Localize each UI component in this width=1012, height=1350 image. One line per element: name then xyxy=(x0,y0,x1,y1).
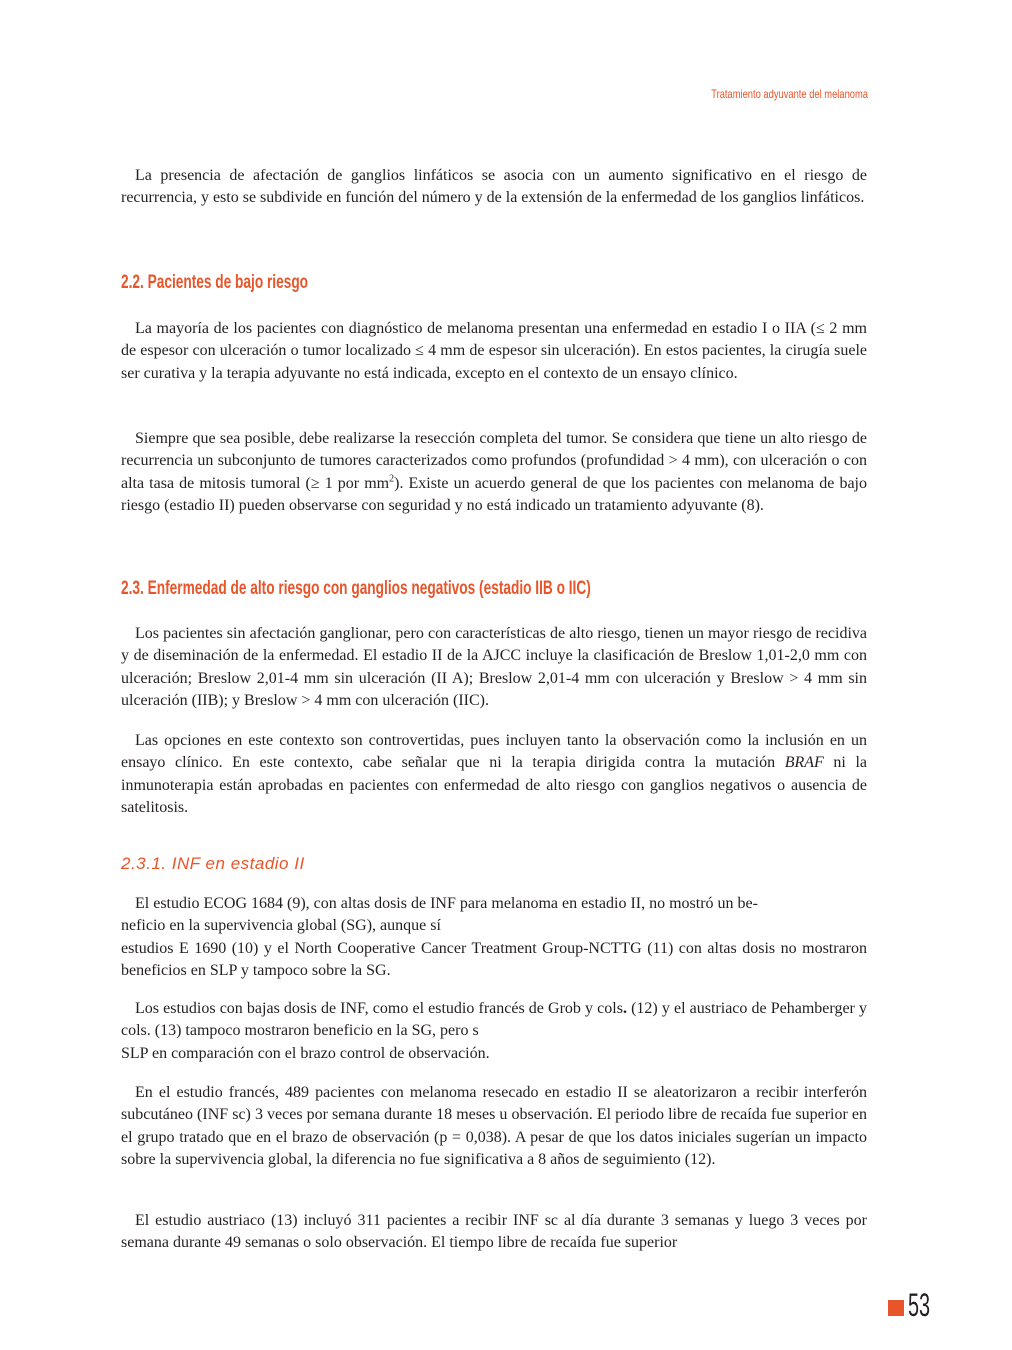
section-heading-2-2: 2.2. Pacientes de bajo riesgo xyxy=(121,272,309,293)
subsection-heading-2-3-1: 2.3.1. INF en estadio II xyxy=(121,854,305,873)
paragraph-text: ni la inmunoterapia están aprobadas en pacientes con enfermedad de alto riesgo con ganglios negativos o ausencia de satelitosis. xyxy=(121,754,867,817)
paragraph-text: Las opciones en este contexto son controvertidas, pues incluyen tanto la observación como la inclusión en un ensayo clínico. En este contexto, cabe señalar que ni la terapia dirigida contra la mutación xyxy=(121,732,867,772)
page-marker-square xyxy=(888,1300,904,1316)
paragraph-resection xyxy=(121,428,867,518)
paragraph-low-dose xyxy=(121,998,867,1065)
paragraph-text: El estudio ECOG 1684 (9), con altas dosis de INF para melanoma en estadio II, no mostró un be- xyxy=(135,895,758,912)
paragraph-lymph-nodes xyxy=(121,165,867,210)
page-number: 53 xyxy=(908,1287,931,1323)
gene-name: BRAF xyxy=(784,754,824,772)
paragraph-low-risk xyxy=(121,318,867,385)
paragraph-text: En el estudio francés, 489 pacientes con melanoma resecado en estadio II se aleatorizaron a recibir interferón subcutáneo (INF sc) 3 veces por semana durante 18 meses u observación. El periodo libre de recaída fue superior en el grupo tratado que en el brazo de observación (p = 0,038). A pesar de que los datos iniciales sugerían un impacto sobre la supervivencia global, la diferencia no fue significativa a 8 años de seguimiento (12). xyxy=(121,1084,867,1169)
superscript: 2 xyxy=(389,473,395,485)
text-line xyxy=(121,998,867,1043)
paragraph-text: ). Existe un acuerdo general de que los pacientes con melanoma de bajo riesgo (estadio II) pueden observarse con seguridad y no está indicado un tratamiento adyuvante (8). xyxy=(121,474,867,515)
paragraph-options xyxy=(121,730,867,820)
paragraph-austrian-study xyxy=(121,1210,867,1255)
paragraph-ecog xyxy=(121,893,867,983)
paragraph-text: (12) y el austriaco de Pehamberger y cols. (13) tampoco mostraron beneficio en la SG, pero s xyxy=(121,1000,868,1040)
text-line xyxy=(121,893,867,915)
paragraph-text: La presencia de afectación de ganglios linfáticos se asocia con un aumento significativo en el riesgo de recurrencia, y esto se subdivide en función del número y de la extensión de la enfermedad de los ganglios linfáticos. xyxy=(121,167,867,207)
paragraph-text: Los estudios con bajas dosis de INF, como el estudio francés de Grob y cols xyxy=(135,1000,623,1017)
text-line: SLP en comparación con el brazo control de observación. xyxy=(121,1044,490,1062)
paragraph-text: La mayoría de los pacientes con diagnóstico de melanoma presentan una enfermedad en estadio I o IIA (≤ 2 mm de espesor con ulceración o tumor localizado ≤ 4 mm de espesor sin ulceración). En estos pacientes, la cirugía suele ser curativa y la terapia adyuvante no está indicada, excepto en el contexto de un ensayo clínico. xyxy=(121,320,867,382)
paragraph-text: El estudio austriaco (13) incluyó 311 pacientes a recibir INF sc al día durante 3 semanas y luego 3 veces por semana durante 49 semanas o solo observación. El tiempo libre de recaída fue superior xyxy=(121,1212,867,1252)
paragraph-node-negative xyxy=(121,623,867,713)
text-line: estudios E 1690 (10) y el North Cooperative Cancer Treatment Group-NCTTG (11) con altas dosis no mostraron beneficios en SLP y tampoco sobre la SG. xyxy=(121,939,867,980)
section-heading-2-3: 2.3. Enfermedad de alto riesgo con ganglios negativos (estadio IIB o IIC) xyxy=(121,578,591,599)
bold-period: . xyxy=(622,1000,627,1017)
text-line: neficio en la supervivencia global (SG), aunque sí xyxy=(121,917,441,935)
running-header: Tratamiento adyuvante del melanoma xyxy=(711,87,868,101)
paragraph-french-study xyxy=(121,1082,867,1172)
paragraph-text: Siempre que sea posible, debe realizarse la resección completa del tumor. Se considera que tiene un alto riesgo de recurrencia un subconjunto de tumores caracterizados como profundos (profundidad > 4 mm), con ulceración o con alta tasa de mitosis tumoral (≥ 1 por mm xyxy=(121,430,867,492)
paragraph-text: Los pacientes sin afectación ganglionar, pero con características de alto riesgo, tienen un mayor riesgo de recidiva y de diseminación de la enfermedad. El estadio II de la AJCC incluye la clasificación de Breslow 1,01-2,0 mm con ulceración; Breslow 2,01-4 mm sin ulceración (II A); Breslow 2,01-4 mm con ulceración y Breslow > 4 mm sin ulceración (IIB); y Breslow > 4 mm con ulceración (IIC). xyxy=(121,625,867,710)
